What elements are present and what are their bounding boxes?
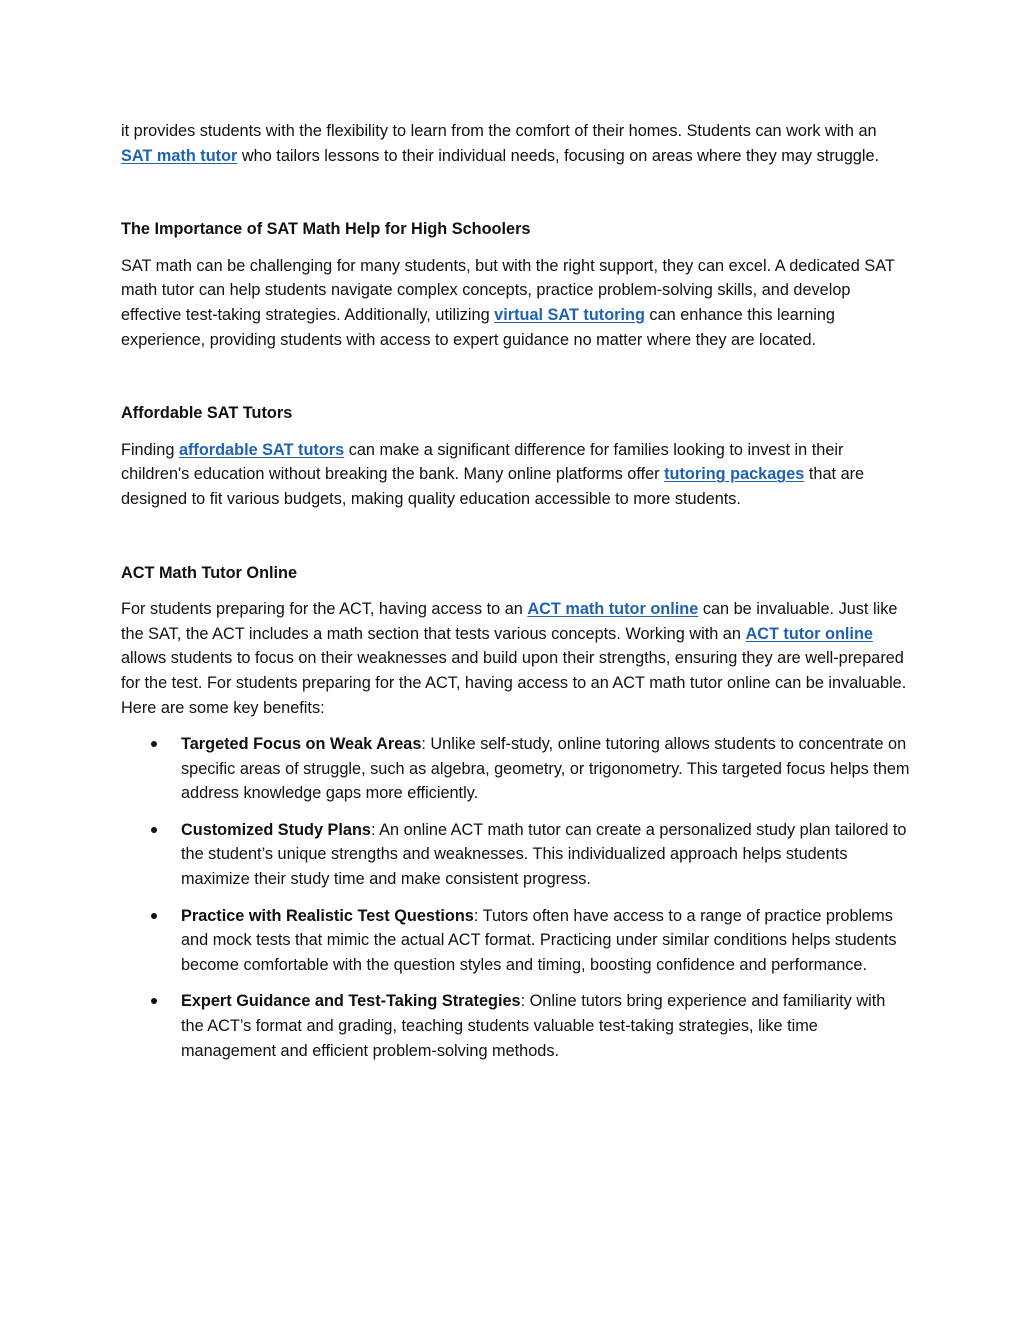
section-paragraph-affordable-sat-tutors <box>121 438 911 512</box>
paragraph-text: Finding <box>121 440 179 459</box>
paragraph-text: allows students to focus on their weaknesses and build upon their strengths, ensuring they are well-prepared for the test. For students preparing for the ACT, having access to an ACT math tutor online can be invaluable. Here are some key benefits: <box>121 649 907 717</box>
bullet-label: Practice with Realistic Test Questions <box>181 906 474 925</box>
paragraph-text: that are designed to fit various budgets, making quality education accessible to more students. <box>121 465 865 508</box>
section-paragraph-act-math-tutor-online <box>121 597 911 720</box>
act-tutor-online-link[interactable]: ACT tutor online <box>745 624 873 643</box>
bullet-icon <box>151 913 157 919</box>
bullet-text: : Online tutors bring experience and familiarity with the ACT’s format and grading, teaching students valuable test-taking strategies, like time management and efficient problem-solving methods. <box>181 992 886 1060</box>
section-heading-sat-math-help: The Importance of SAT Math Help for High Schoolers <box>121 220 531 239</box>
affordable-sat-tutors-link[interactable]: affordable SAT tutors <box>178 440 345 459</box>
virtual-sat-tutoring-link[interactable]: virtual SAT tutoring <box>494 305 645 324</box>
sat-math-tutor-link[interactable]: SAT math tutor <box>121 146 238 165</box>
act-math-tutor-online-link[interactable]: ACT math tutor online <box>527 600 699 619</box>
bullet-text: : Unlike self-study, online tutoring allows students to concentrate on specific areas of struggle, such as algebra, geometry, or trigonometry. This targeted focus helps them address knowledge gaps more efficiently. <box>181 735 910 803</box>
bullet-label: Targeted Focus on Weak Areas <box>181 735 422 754</box>
paragraph-text: can make a significant difference for families looking to invest in their children's education without breaking the bank. Many online platforms offer <box>121 440 844 484</box>
bullet-text: : Tutors often have access to a range of practice problems and mock tests that mimic the actual ACT format. Practicing under similar conditions helps students become comfortable with the question styles and timing, boosting confidence and performance. <box>181 906 897 974</box>
section-paragraph-sat-math-help <box>121 254 911 352</box>
bullet-text: : An online ACT math tutor can create a personalized study plan tailored to the student’s unique strengths and weaknesses. This individualized approach helps students maximize their study time and make consistent progress. <box>181 820 907 889</box>
paragraph-text: For students preparing for the ACT, having access to an <box>121 600 528 619</box>
document-page <box>121 119 911 1075</box>
intro-paragraph <box>121 119 911 168</box>
list-item <box>121 989 911 1063</box>
paragraph-text: can be invaluable. Just like the SAT, the ACT includes a math section that tests various concepts. Working with an <box>121 600 898 643</box>
benefits-list <box>121 732 911 1063</box>
bullet-label: Expert Guidance and Test-Taking Strategies <box>181 992 521 1011</box>
intro-text: who tailors lessons to their individual needs, focusing on areas where they may struggle. <box>237 146 880 165</box>
tutoring-packages-link[interactable]: tutoring packages <box>664 465 805 484</box>
intro-text: it provides students with the flexibility to learn from the comfort of their homes. Students can work with an <box>121 122 877 140</box>
section-heading-act-math-tutor-online: ACT Math Tutor Online <box>121 563 298 582</box>
bullet-label: Customized Study Plans <box>181 820 371 839</box>
bullet-icon <box>151 741 157 747</box>
paragraph-text: SAT math can be challenging for many students, but with the right support, they can excel. A dedicated SAT math tutor can help students navigate complex concepts, practice problem-solving skills, and develop effective test-taking strategies. Additionally, utilizing <box>121 256 895 324</box>
bullet-icon <box>151 827 157 833</box>
paragraph-text: can enhance this learning experience, providing students with access to expert guidance no matter where they are located. <box>121 305 835 349</box>
list-item <box>121 904 911 978</box>
list-item <box>121 818 911 892</box>
section-heading-affordable-sat-tutors: Affordable SAT Tutors <box>121 404 293 423</box>
list-item <box>121 732 911 806</box>
bullet-icon <box>151 998 157 1004</box>
